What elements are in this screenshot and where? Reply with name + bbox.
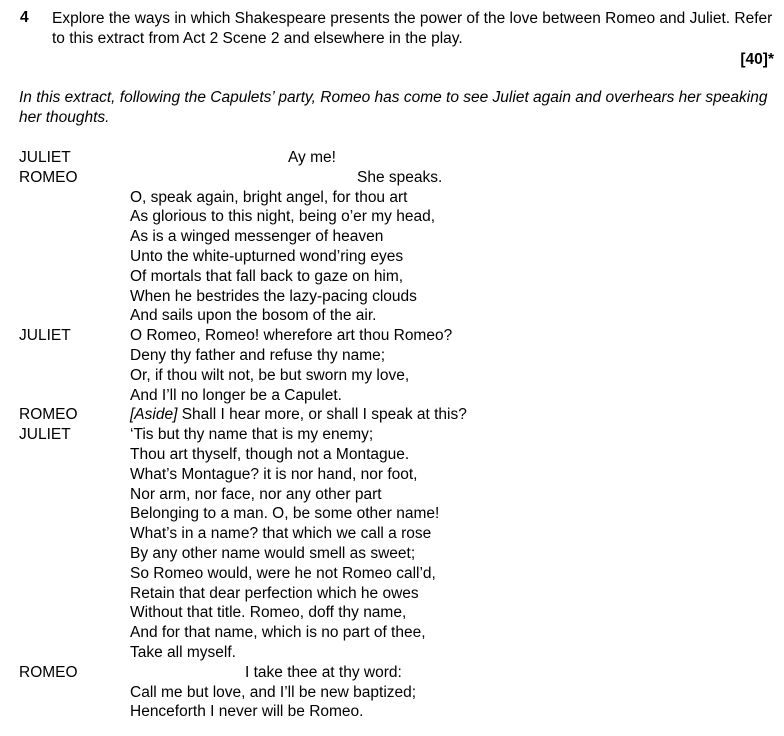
speaker-name: JULIET <box>19 149 71 166</box>
verse-text: As glorious to this night, being o’er my head, <box>130 208 436 226</box>
line-text <box>130 623 426 643</box>
line-text <box>130 386 342 406</box>
verse-text: Belonging to a man. O, be some other name! <box>130 505 440 523</box>
line-text <box>130 346 385 366</box>
question <box>20 9 780 49</box>
extract-line <box>19 504 779 524</box>
line-text <box>130 643 236 663</box>
verse-text: So Romeo would, were he not Romeo call’d, <box>130 564 436 582</box>
line-text <box>130 702 363 722</box>
extract-line <box>19 326 779 346</box>
verse-text: Nor arm, nor face, nor any other part <box>130 485 382 503</box>
verse-text: Of mortals that fall back to gaze on him, <box>130 267 404 285</box>
verse-text: Thou art thyself, though not a Montague. <box>130 445 410 463</box>
verse-text: Unto the white-upturned wond’ring eyes <box>130 247 404 265</box>
line-text <box>130 227 383 247</box>
line-text <box>130 425 373 445</box>
question-number: 4 <box>20 9 29 26</box>
line-text <box>130 188 407 208</box>
line-text <box>130 326 452 346</box>
verse-text: Without that title. Romeo, doff thy name, <box>130 604 407 622</box>
line-text <box>130 504 439 524</box>
verse-text: When he bestrides the lazy-pacing clouds <box>130 287 417 305</box>
extract-line <box>19 485 779 505</box>
extract-line <box>19 168 779 188</box>
extract-line <box>19 306 779 326</box>
line-text <box>130 683 416 703</box>
line-text <box>130 306 376 326</box>
extract-line <box>19 683 779 703</box>
extract-line <box>19 643 779 663</box>
verse-text: And for that name, which is no part of thee, <box>130 624 426 642</box>
extract-line <box>19 702 779 722</box>
extract-line <box>19 663 779 683</box>
extract-line <box>19 227 779 247</box>
extract-line <box>19 366 779 386</box>
extract-line <box>19 623 779 643</box>
line-text <box>130 564 436 584</box>
speaker-name: ROMEO <box>19 168 78 186</box>
extract-line <box>19 148 779 168</box>
extract-line <box>19 544 779 564</box>
verse-text: O, speak again, bright angel, for thou art <box>130 188 408 206</box>
extract-intro: In this extract, following the Capulets’ party, Romeo has come to see Juliet again and overhears her speaking her thoughts. <box>19 89 768 126</box>
verse-text: O Romeo, Romeo! wherefore art thou Romeo? <box>130 327 453 345</box>
verse-text: Or, if thou wilt not, be but sworn my love, <box>130 366 410 384</box>
line-text <box>130 445 409 465</box>
speaker-name: ROMEO <box>19 406 78 424</box>
extract-line <box>19 188 779 208</box>
extract-line <box>19 386 779 406</box>
line-text <box>130 405 467 425</box>
extract-line <box>19 425 779 445</box>
extract-line <box>19 267 779 287</box>
speaker-name: JULIET <box>19 426 71 444</box>
line-text <box>130 663 402 683</box>
extract-line <box>19 465 779 485</box>
line-text <box>130 267 403 287</box>
line-text <box>130 524 431 544</box>
line-text <box>130 485 382 505</box>
verse-text: What’s in a name? that which we call a rose <box>130 525 432 543</box>
verse-text: Deny thy father and refuse thy name; <box>130 346 386 364</box>
extract-line <box>19 346 779 366</box>
extract-line <box>19 603 779 623</box>
verse-text: Retain that dear perfection which he owes <box>130 584 419 602</box>
verse-text: What’s Montague? it is nor hand, nor foot, <box>130 465 418 483</box>
line-text <box>130 168 442 188</box>
verse-text: As is a winged messenger of heaven <box>130 228 384 246</box>
extract-line <box>19 405 779 425</box>
extract-line <box>19 524 779 544</box>
verse-text: By any other name would smell as sweet; <box>130 544 416 562</box>
verse-text: Henceforth I never will be Romeo. <box>130 703 364 721</box>
verse-text: Shall I hear more, or shall I speak at this? <box>177 406 467 424</box>
verse-text: Take all myself. <box>130 643 236 661</box>
question-marks: [40]* <box>740 51 774 68</box>
speaker-name: JULIET <box>19 327 71 345</box>
verse-text: I take thee at thy word: <box>245 663 402 681</box>
verse-text: And sails upon the bosom of the air. <box>130 307 377 325</box>
question-text: Explore the ways in which Shakespeare presents the power of the love between Romeo and Juliet. Refer to this extract from Act 2 Scene 2 and elsewhere in the play. <box>52 10 773 47</box>
play-extract <box>19 148 779 722</box>
extract-line <box>19 247 779 267</box>
verse-text: ‘Tis but thy name that is my enemy; <box>130 426 374 444</box>
line-text <box>130 207 435 227</box>
line-text <box>130 544 415 564</box>
line-text <box>130 247 403 267</box>
verse-text: Ay me! <box>288 149 336 166</box>
verse-text: Call me but love, and I’ll be new baptized; <box>130 683 417 701</box>
line-text <box>130 366 409 386</box>
verse-text: And I’ll no longer be a Capulet. <box>130 386 342 404</box>
speaker-name: ROMEO <box>19 663 78 681</box>
line-text <box>130 148 336 168</box>
line-text <box>130 465 418 485</box>
extract-line <box>19 207 779 227</box>
extract-line <box>19 564 779 584</box>
extract-line <box>19 584 779 604</box>
extract-line <box>19 287 779 307</box>
stage-direction: [Aside] <box>130 406 178 424</box>
line-text <box>130 603 406 623</box>
extract-line <box>19 445 779 465</box>
verse-text: She speaks. <box>357 168 443 186</box>
line-text <box>130 287 417 307</box>
line-text <box>130 584 419 604</box>
